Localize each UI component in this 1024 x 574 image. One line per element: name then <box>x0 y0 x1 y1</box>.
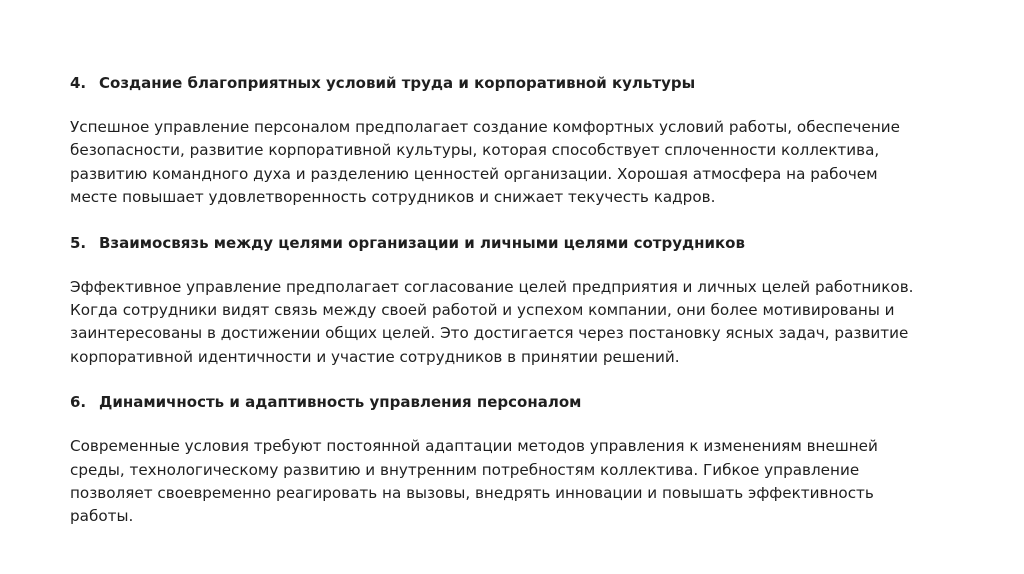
section-number: 5. <box>70 233 87 252</box>
section-title: Создание благоприятных условий труда и корпоративной культуры <box>99 74 696 92</box>
section-heading <box>70 72 970 94</box>
paragraph-line: безопасности, развитие корпоративной культуры, которая способствует сплоченности коллектива, <box>70 141 880 160</box>
paragraph-line: работы. <box>70 507 134 526</box>
section-title: Взаимосвязь между целями организации и личными целями сотрудников <box>99 233 745 252</box>
section-paragraph <box>70 276 970 370</box>
paragraph-line: Успешное управление персоналом предполагает создание комфортных условий работы, обеспечение <box>70 118 901 136</box>
paragraph-line: Современные условия требуют постоянной адаптации методов управления к изменениям внешней <box>70 437 878 456</box>
paragraph-line: позволяет своевременно реагировать на вызовы, внедрять инновации и повышать эффективность <box>70 484 874 503</box>
slide-content <box>70 72 970 529</box>
section-number: 4. <box>70 74 87 92</box>
paragraph-line: развитию командного духа и разделению ценностей организации. Хорошая атмосфера на рабочем <box>70 164 878 183</box>
section-heading <box>70 232 970 254</box>
section-heading <box>70 391 970 413</box>
paragraph-line: заинтересованы в достижении общих целей. Это достигается через постановку ясных задач, развитие <box>70 324 909 343</box>
paragraph-line: корпоративной идентичности и участие сотрудников в принятии решений. <box>70 347 680 366</box>
paragraph-line: месте повышает удовлетворенность сотрудников и снижает текучесть кадров. <box>70 188 716 207</box>
section-paragraph <box>70 435 970 529</box>
paragraph-line: среды, технологическому развитию и внутренним потребностям коллектива. Гибкое управление <box>70 460 860 479</box>
paragraph-line: Когда сотрудники видят связь между своей работой и успехом компании, они более мотивированы и <box>70 301 895 320</box>
section-paragraph <box>70 116 970 210</box>
section-number: 6. <box>70 393 87 412</box>
paragraph-line: Эффективное управление предполагает согласование целей предприятия и личных целей работников. <box>70 277 914 296</box>
section-title: Динамичность и адаптивность управления персоналом <box>99 393 582 412</box>
